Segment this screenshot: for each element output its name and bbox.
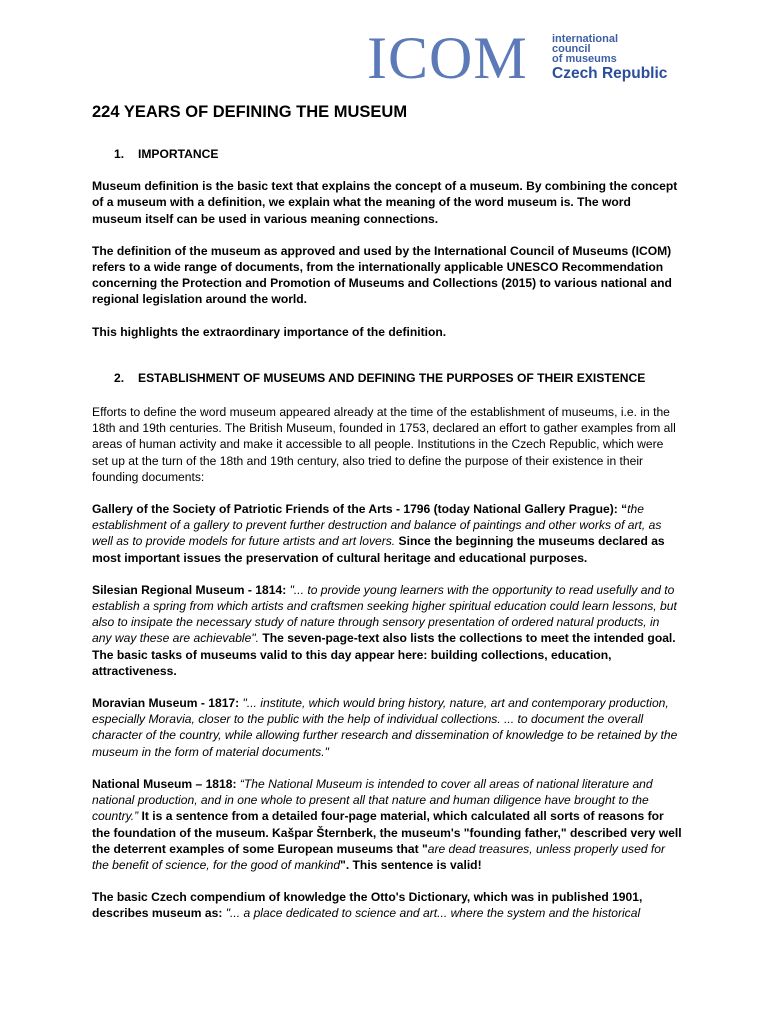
national-heading: National Museum – 1818: (92, 776, 237, 791)
silesian-quote: "... to provide young learners with the opportunity to read usefully and to establish a spring from which artists and craftsmen seeking higher spiritual education could learn lessons, but also to insipate the necessary study of nature through sensory presentation of ordered natural products, in any way these are achievable". (92, 582, 677, 646)
moravian-heading: Moravian Museum - 1817: (92, 696, 240, 711)
paragraph-national (92, 776, 682, 873)
logo-wordmark: ICOM (367, 25, 528, 91)
section-heading-1 (92, 146, 682, 162)
logo-text (552, 34, 667, 82)
logo-line-1: international (552, 33, 619, 45)
silesian-heading: Silesian Regional Museum - 1814: (92, 582, 287, 597)
paragraph: The definition of the museum as approved and used by the International Council of Museums (ICOM) refers to a wide range of documents, from the internationally applicable UNESCO Recommendation concerning the Protection and Promotion of Museums and Collections (2015) to various national and regional legislation around the world. (92, 243, 672, 307)
gallery-text: Since the beginning the museums declared as most important issues the preservation of cultural heritage and educational purposes. (92, 534, 665, 565)
paragraph: Museum definition is the basic text that explains the concept of a museum. By combining the concept of a museum with a definition, we explain what the meaning of the word museum is. The word museum itself can be used in various meaning connections. (92, 179, 678, 226)
otto-quote: "... a place dedicated to science and art... where the system and the historical (222, 906, 641, 921)
otto-heading: The basic Czech compendium of knowledge the Otto's Dictionary, which was in published 1901, describes museum as: (92, 890, 643, 921)
page-title: 224 YEARS OF DEFINING THE MUSEUM (92, 103, 408, 121)
paragraph (92, 404, 682, 485)
icom-logo (367, 25, 677, 91)
logo-line-4: Czech Republic (552, 65, 668, 82)
intro-text: Efforts to define the word museum appeared already at the time of the establishment of museums, i.e. in the 18th and 19th centuries. The British Museum, founded in 1753, declared an effort to gather examples from all areas of human activity and make it accessible to all people. Institutions in the Czech Republic, which were set up at the turn of the 18th and 19th century, also tried to define the purpose of their existence in their founding documents: (92, 405, 676, 484)
national-quote: “The National Museum is intended to cover all areas of national literature and national production, and in one whole to present all that nature and human diligence have brought to the country.” (92, 776, 653, 824)
section-number: 1. (114, 147, 125, 161)
moravian-quote: "... institute, which would bring history, nature, art and contemporary production, especially Moravia, closer to the public with the help of individual collections. ... to document the overall character of the country, while allowing further research and dissemination of knowledge to be retained by the museum in the form of material documents." (92, 696, 678, 759)
section-label: IMPORTANCE (138, 147, 219, 161)
gallery-quote: the establishment of a gallery to prevent further destruction and balance of paintings and other works of art, as well as to provide models for future artists and art lovers. (92, 502, 662, 549)
paragraph-silesian (92, 582, 682, 679)
section-heading-2 (92, 370, 682, 386)
gallery-heading: Gallery of the Society of Patriotic Friends of the Arts - 1796 (today National Gallery Prague): “ (92, 502, 628, 517)
national-text: It is a sentence from a detailed four-page material, which calculated all sorts of reasons for the foundation of the museum. Kašpar Šternberk, the museum's "founding father," described very well the deterrent examples of some European museums that " (92, 809, 682, 856)
paragraph-gallery (92, 501, 682, 566)
document-body (92, 102, 682, 922)
paragraph-otto (92, 889, 682, 921)
paragraph-moravian (92, 695, 682, 760)
paragraph: This highlights the extraordinary importance of the definition. (92, 324, 447, 339)
section-number: 2. (114, 370, 125, 385)
national-quote-2: are dead treasures, unless properly used for the benefit of science, for the good of mankind (92, 841, 666, 872)
logo-line-3: of museums (552, 53, 617, 65)
national-text-2: ". This sentence is valid! (340, 857, 482, 872)
silesian-text: The seven-page-text also lists the collections to meet the intended goal. The basic tasks of museums valid to this day appear here: building collections, education, attractiveness. (92, 631, 676, 678)
section-label: ESTABLISHMENT OF MUSEUMS AND DEFINING THE PURPOSES OF THEIR EXISTENCE (138, 370, 646, 385)
logo-line-2: council (552, 43, 591, 55)
